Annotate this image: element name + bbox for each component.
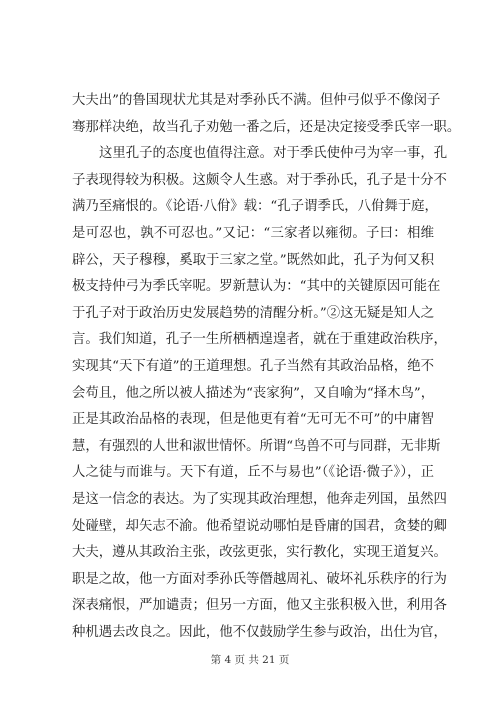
text-line: 慧，有强烈的人世和淑世情怀。所谓“鸟兽不可与同群，无非斯 (72, 438, 441, 454)
text-line: 处碰壁，却矢志不渝。他希望说动哪怕是昏庸的国君，贪婪的卿 (72, 518, 447, 534)
text-line: 大夫，遵从其政治主张，改弦更张，实行教化，实现王道复兴。 (72, 545, 447, 561)
text-line: 言。我们知道，孔子一生所栖栖遑遑者，就在于重建政治秩序， (72, 332, 447, 348)
text-line: 深表痛恨，严加谴责；但另一方面，他又主张积极入世，利用各 (72, 598, 447, 614)
paragraph-first-line: 这里孔子的态度也值得注意。对于季氏使仲弓为宰一事，孔 (99, 146, 448, 162)
text-line: 于孔子对于政治历史发展趋势的清醒分析。”②这无疑是知人之 (72, 305, 434, 321)
text-line: 是可忍也，孰不可忍也。”又记：“三家者以雍彻。子曰：相维 (72, 225, 434, 241)
text-line: 会苟且，他之所以被人描述为“丧家狗”，又自喻为“择木鸟”， (72, 385, 435, 401)
text-line: 辟公，天子穆穆，奚取于三家之堂。”既然如此，孔子为何又积 (72, 252, 434, 268)
page-number-footer: 第 4 页 共 21 页 (210, 654, 290, 666)
text-line: 人之徒与而谁与。天下有道，丘不与易也”（《论语·微子》），正 (72, 465, 434, 481)
text-line: 大夫出”的鲁国现状尤其是对季孙氏不满。但仲弓似乎不像闵子 (72, 93, 441, 108)
text-line: 职是之故，他一方面对季孙氏等僭越周礼、破坏礼乐秩序的行为 (72, 571, 447, 587)
text-line: 骞那样决绝，故当孔子劝勉一番之后，还是决定接受季氏宰一职。 (72, 119, 461, 135)
text-line: 实现其“天下有道”的王道理想。孔子当然有其政治品格，绝不 (72, 358, 434, 374)
text-line: 极支持仲弓为季氏宰呢。罗新慧认为：“其中的关键原因可能在 (72, 279, 441, 295)
text-line: 种机遇去改良之。因此，他不仅鼓励学生参与政治，出仕为官， (72, 624, 447, 640)
text-line: 是这一信念的表达。为了实现其政治理想，他奔走列国，虽然四 (72, 491, 447, 507)
text-line: 正是其政治品格的表现，但是他更有着“无可无不可”的中庸智 (72, 412, 434, 428)
body-text (72, 88, 461, 646)
text-line: 子表现得较为积极。这颇令人生惑。对于季孙氏，孔子是十分不 (72, 172, 447, 188)
text-line: 满乃至痛恨的。《论语·八佾》载：“孔子谓季氏，八佾舞于庭， (72, 199, 438, 215)
